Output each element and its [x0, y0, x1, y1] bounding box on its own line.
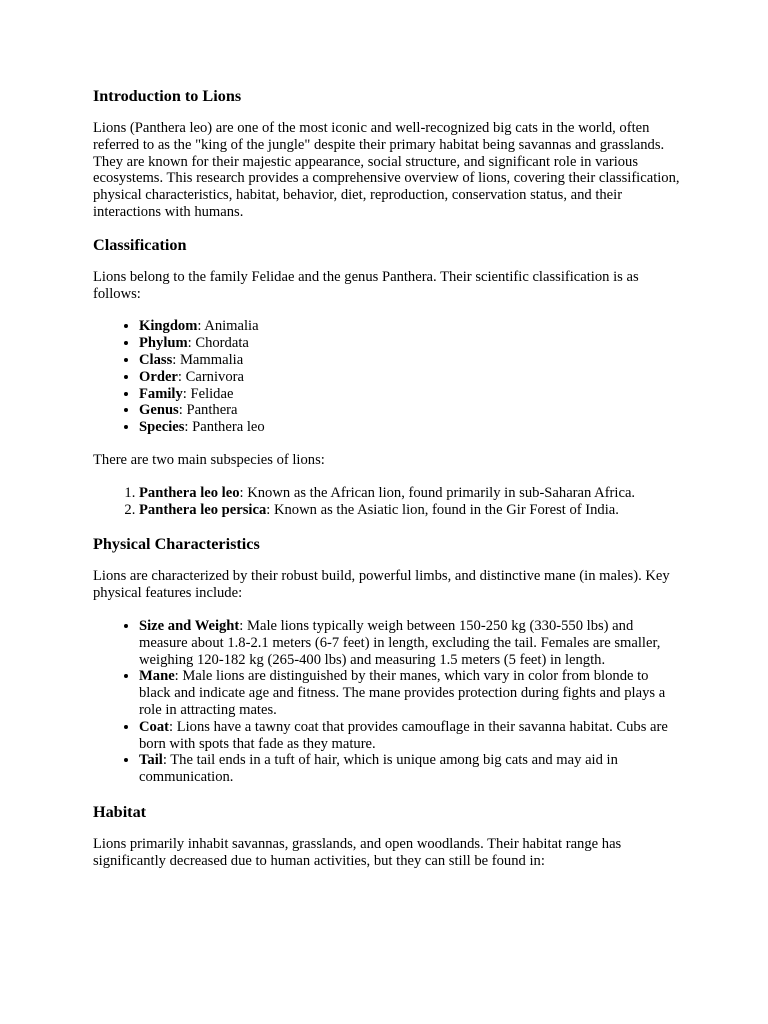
subspecies-list — [93, 485, 683, 519]
list-item — [139, 419, 683, 436]
physical-features-list — [93, 618, 683, 786]
feature-value: : Lions have a tawny coat that provides camouflage in their savanna habitat. Cubs are born with spots that fade as they mature. — [139, 718, 668, 752]
subspecies-value: : Known as the African lion, found primarily in sub-Saharan Africa. — [239, 484, 636, 501]
document-page — [93, 86, 683, 870]
rank-term: Phylum — [139, 335, 188, 352]
feature-term: Size and Weight — [139, 617, 240, 634]
feature-term: Coat — [139, 718, 169, 735]
list-item — [139, 335, 683, 352]
list-item — [139, 352, 683, 369]
physical-heading: Physical Characteristics — [93, 535, 260, 554]
rank-value: : Felidae — [182, 385, 234, 402]
physical-paragraph: Lions are characterized by their robust build, powerful limbs, and distinctive mane (in males). Key physical features include: — [93, 568, 670, 602]
list-item — [139, 485, 683, 502]
list-item — [139, 719, 683, 753]
subspecies-term: Panthera leo leo — [139, 484, 240, 501]
feature-value: : Male lions typically weigh between 150-250 kg (330-550 lbs) and measure about 1.8-2.1 meters (6-7 feet) in length, excluding the tail. Females are smaller, weighing 120-182 kg (265-400 lbs) and measuring 1.5 meters (5 feet) in length. — [139, 617, 661, 668]
classification-list — [93, 318, 683, 436]
rank-value: : Animalia — [197, 318, 259, 335]
rank-value: : Mammalia — [172, 351, 244, 368]
intro-heading: Introduction to Lions — [93, 87, 242, 105]
intro-paragraph: Lions (Panthera leo) are one of the most iconic and well-recognized big cats in the world, often referred to as the "king of the jungle" despite their primary habitat being savannas and grasslands. They are known for their majestic appearance, social structure, and significant role in various ecosystems. This research provides a comprehensive overview of lions, covering their classification, physical characteristics, habitat, behavior, diet, reproduction, conservation status, and their interactions with humans. — [93, 120, 680, 220]
list-item — [139, 668, 683, 718]
classification-heading: Classification — [93, 235, 187, 254]
rank-value: : Panthera — [178, 402, 238, 419]
subspecies-value: : Known as the Asiatic lion, found in the Gir Forest of India. — [266, 501, 619, 518]
rank-term: Genus — [139, 402, 179, 419]
feature-value: : The tail ends in a tuft of hair, which is unique among big cats and may aid in communication. — [139, 752, 618, 786]
habitat-heading: Habitat — [93, 802, 147, 821]
rank-term: Order — [139, 368, 178, 385]
rank-value: : Chordata — [187, 335, 249, 352]
list-item — [139, 402, 683, 419]
subspecies-term: Panthera leo persica — [139, 501, 267, 518]
list-item — [139, 502, 683, 519]
list-item — [139, 318, 683, 335]
list-item — [139, 618, 683, 668]
feature-term: Mane — [139, 668, 175, 685]
list-item — [139, 386, 683, 403]
classification-paragraph: Lions belong to the family Felidae and the genus Panthera. Their scientific classification is as follows: — [93, 268, 639, 302]
habitat-paragraph: Lions primarily inhabit savannas, grasslands, and open woodlands. Their habitat range has significantly decreased due to human activities, but they can still be found in: — [93, 835, 622, 869]
rank-term: Class — [139, 351, 173, 368]
rank-term: Kingdom — [139, 318, 198, 335]
feature-value: : Male lions are distinguished by their manes, which vary in color from blonde to black and indicate age and fitness. The mane provides protection during fights and plays a role in attracting mates. — [139, 668, 666, 718]
list-item — [139, 369, 683, 386]
rank-term: Family — [139, 385, 183, 402]
list-item — [139, 752, 683, 786]
rank-value: : Panthera leo — [184, 419, 265, 436]
rank-value: : Carnivora — [177, 368, 244, 385]
feature-term: Tail — [139, 752, 163, 769]
subspecies-intro: There are two main subspecies of lions: — [93, 451, 325, 468]
rank-term: Species — [139, 419, 185, 436]
